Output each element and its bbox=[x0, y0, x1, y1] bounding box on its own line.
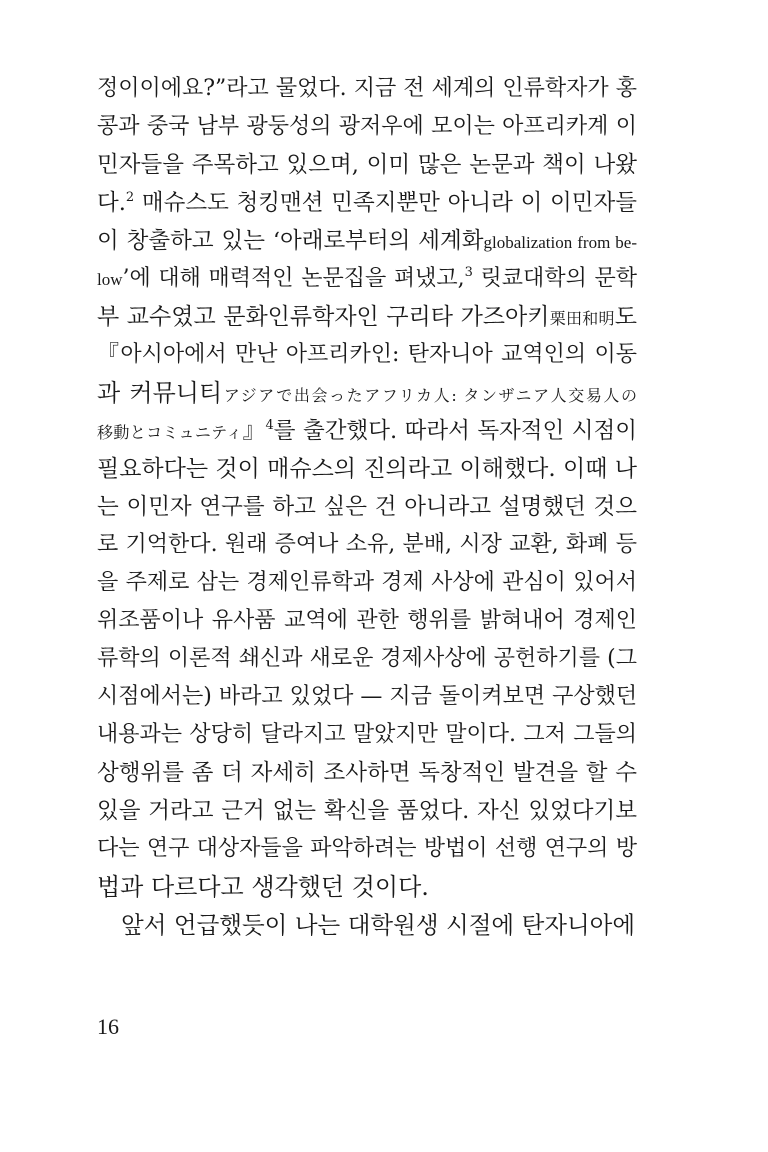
footnote-marker: 3 bbox=[464, 265, 473, 280]
japanese-title: 移動とコミュニティ bbox=[97, 423, 243, 442]
latin-term: globalization from be- bbox=[483, 233, 637, 252]
footnote-marker: 2 bbox=[125, 190, 135, 205]
text-line: 다는 연구 대상자들을 파악하려는 방법이 선행 연구의 방 bbox=[97, 836, 637, 861]
text-line: 정이이에요?”라고 물었다. 지금 전 세계의 인류학자가 홍 bbox=[97, 76, 637, 101]
line-text: 부 교수였고 문화인류학자인 구리타 가즈아키 bbox=[97, 304, 550, 330]
japanese-title: アジアで出会ったアフリカ人: タンザニア人交易人の bbox=[222, 386, 637, 405]
line-text: ’에 대해 매력적인 논문집을 펴냈고, bbox=[122, 266, 465, 291]
line-text: 매슈스도 청킹맨션 민족지뿐만 아니라 이 이민자들 bbox=[134, 190, 637, 216]
line-text: 과 커뮤니티 bbox=[97, 379, 223, 407]
line-text: 』 bbox=[242, 418, 266, 444]
text-line: 민자들을 주목하고 있으며, 이미 많은 논문과 책이 나왔 bbox=[97, 152, 637, 178]
text-line: 콩과 중국 남부 광둥성의 광저우에 모이는 아프리카계 이 bbox=[97, 114, 637, 139]
line-text: 이 창출하고 있는 ‘아래로부터의 세계화 bbox=[97, 228, 484, 254]
text-line: 내용과는 상당히 달라지고 말았지만 말이다. 그저 그들의 bbox=[97, 722, 637, 747]
text-line: 시점에서는) 바라고 있었다 — 지금 돌이켜보면 구상했던 bbox=[97, 684, 638, 709]
text-line bbox=[97, 298, 637, 336]
text-line bbox=[97, 222, 637, 260]
text-line: 로 기억한다. 원래 증여나 소유, 분배, 시장 교환, 화폐 등 bbox=[97, 532, 637, 557]
text-line: 을 주제로 삼는 경제인류학과 경제 사상에 관심이 있어서 bbox=[97, 570, 637, 595]
text-line bbox=[97, 374, 637, 412]
text-line: 는 이민자 연구를 하고 싶은 건 아니라고 설명했던 것으 bbox=[97, 494, 637, 520]
text-line: 필요하다는 것이 매슈스의 진의라고 이해했다. 이때 나 bbox=[97, 456, 637, 482]
text-line bbox=[97, 412, 637, 450]
text-line: 류학의 이론적 쇄신과 새로운 경제사상에 공헌하기를 (그 bbox=[97, 646, 637, 671]
text-line: 법과 다르다고 생각했던 것이다. bbox=[97, 873, 429, 901]
line-text: 를 출간했다. 따라서 독자적인 시점이 bbox=[273, 418, 637, 444]
text-line: 앞서 언급했듯이 나는 대학원생 시절에 탄자니아에 bbox=[121, 911, 636, 939]
line-text: 릿쿄대학의 문학 bbox=[472, 266, 637, 291]
page-number: 16 bbox=[97, 1014, 119, 1039]
text-line: 위조품이나 유사품 교역에 관한 행위를 밝혀내어 경제인 bbox=[97, 608, 637, 633]
text-line: 『아시아에서 만난 아프리카인: 탄자니아 교역인의 이동 bbox=[97, 342, 637, 367]
text-line bbox=[97, 184, 637, 222]
line-text: 다. bbox=[97, 190, 126, 216]
text-line bbox=[97, 260, 637, 298]
footnote-marker: 4 bbox=[265, 418, 274, 433]
japanese-name: 栗田和明 bbox=[549, 309, 615, 328]
text-line: 상행위를 좀 더 자세히 조사하면 독창적인 발견을 할 수 bbox=[97, 760, 637, 786]
text-line: 있을 거라고 근거 없는 확신을 품었다. 자신 있었다기보 bbox=[97, 798, 637, 824]
line-text: 도 bbox=[614, 304, 637, 330]
body-text bbox=[97, 70, 637, 944]
latin-term: low bbox=[97, 270, 123, 289]
